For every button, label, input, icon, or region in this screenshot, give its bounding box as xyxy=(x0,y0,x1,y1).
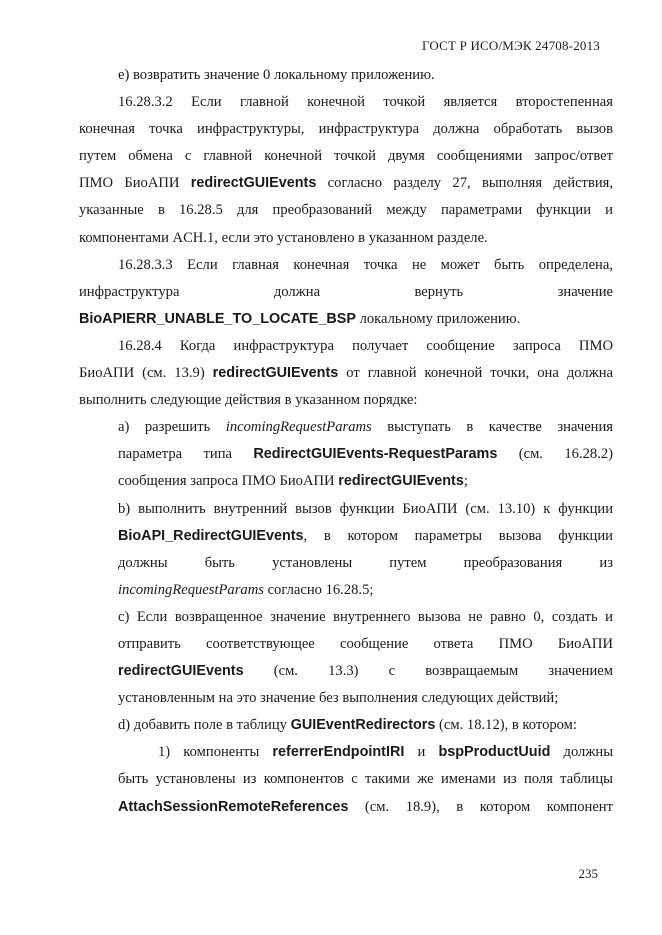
text: должны xyxy=(563,744,614,761)
text-line: 16.28.3.3 Если главная конечная точка не может быть определена, xyxy=(118,256,613,273)
table-name: GUIEventRedirectors xyxy=(290,717,436,734)
text-line: 16.28.4 Когда инфраструктура получает сообщение запроса ПМО xyxy=(118,337,613,354)
text: (см. 18.9), в котором компонент xyxy=(364,798,613,815)
text: (см. 13.3) с возвращаемым значением xyxy=(273,663,614,680)
parameter-name: incomingRequestParams xyxy=(118,581,264,598)
text: выступать в качестве значения xyxy=(387,419,613,436)
text: сообщения запроса ПМО БиоАПИ xyxy=(118,473,335,490)
text-line: 16.28.3.2 Если главной конечной точкой является второстепенная xyxy=(118,94,613,111)
function-name: redirectGUIEvents xyxy=(212,365,339,382)
text-line: инфраструктура должна вернуть значение xyxy=(79,283,613,300)
text: 1) компоненты xyxy=(158,744,260,761)
text-line xyxy=(79,658,613,685)
text: и xyxy=(417,744,426,761)
list-item-c: c) Если возвращенное значение внутреннего вызова не равно 0, создать и xyxy=(118,608,613,625)
text-line xyxy=(79,794,613,821)
table-name: AttachSessionRemoteReferences xyxy=(118,798,349,815)
document-body xyxy=(79,62,613,821)
text: (см. 18.12), в котором: xyxy=(439,717,577,734)
type-name: RedirectGUIEvents-RequestParams xyxy=(253,446,498,463)
function-name: BioAPI_RedirectGUIEvents xyxy=(118,527,304,544)
text-line: выполнить следующие действия в указанном порядке: xyxy=(79,392,418,409)
text: согласно 16.28.5; xyxy=(267,581,374,598)
text: согласно разделу 27, выполняя действия, xyxy=(327,175,614,192)
text: параметра типа xyxy=(118,446,232,463)
function-name: redirectGUIEvents xyxy=(118,663,244,680)
text-line xyxy=(79,523,613,550)
text-line: отправить соответствующее сообщение ответа ПМО БиоАПИ xyxy=(118,635,613,652)
text-line: быть установлены из компонентов с такими же именами из поля таблицы xyxy=(118,771,613,788)
component-name: referrerEndpointIRI xyxy=(272,744,405,761)
parameter-name: incomingRequestParams xyxy=(225,419,372,436)
text-line: указанные в 16.28.5 для преобразований между параметрами функции и xyxy=(79,202,613,219)
text: (см. 16.28.2) xyxy=(518,446,613,463)
text: БиоАПИ (см. 13.9) xyxy=(79,365,205,382)
error-code: BioAPIERR_UNABLE_TO_LOCATE_BSP xyxy=(79,310,356,327)
text: ; xyxy=(463,473,468,490)
text: a) разрешить xyxy=(118,419,211,436)
text: от главной конечной точки, она должна xyxy=(346,365,613,382)
list-item-a xyxy=(79,414,613,441)
document-header: ГОСТ Р ИСО/МЭК 24708-2013 xyxy=(421,38,600,53)
text-line xyxy=(79,577,613,604)
text-line xyxy=(79,468,613,495)
text-line xyxy=(79,306,613,333)
function-name: redirectGUIEvents xyxy=(190,175,317,192)
list-item-b: b) выполнить внутренний вызов функции БиоАПИ (см. 13.10) к функции xyxy=(118,500,613,517)
text-line: путем обмена с главной конечной точкой двумя сообщениями запрос/ответ xyxy=(79,148,613,165)
text-line: конечная точка инфраструктуры, инфраструктура должна обработать вызов xyxy=(79,121,613,138)
text-line: должны быть установлены путем преобразования из xyxy=(118,554,613,571)
text-line: e) возвратить значение 0 локальному приложению. xyxy=(118,67,435,83)
sub-list-item-1 xyxy=(79,739,613,766)
function-name: redirectGUIEvents xyxy=(338,473,464,490)
list-item-d xyxy=(79,712,613,739)
text: ПМО БиоАПИ xyxy=(79,175,180,192)
text: локальному приложению. xyxy=(359,310,521,327)
text: , в котором параметры вызова функции xyxy=(303,527,613,544)
text-line: компонентами ACH.1, если это установлено в указанном разделе. xyxy=(79,229,488,246)
text-line xyxy=(79,170,613,197)
text-line: установленным на это значение без выполнения следующих действий; xyxy=(118,690,559,707)
page-number: 235 xyxy=(578,866,598,881)
component-name: bspProductUuid xyxy=(438,744,551,761)
text-line xyxy=(79,360,613,387)
text: d) добавить поле в таблицу xyxy=(118,717,287,734)
text-line xyxy=(79,441,613,468)
